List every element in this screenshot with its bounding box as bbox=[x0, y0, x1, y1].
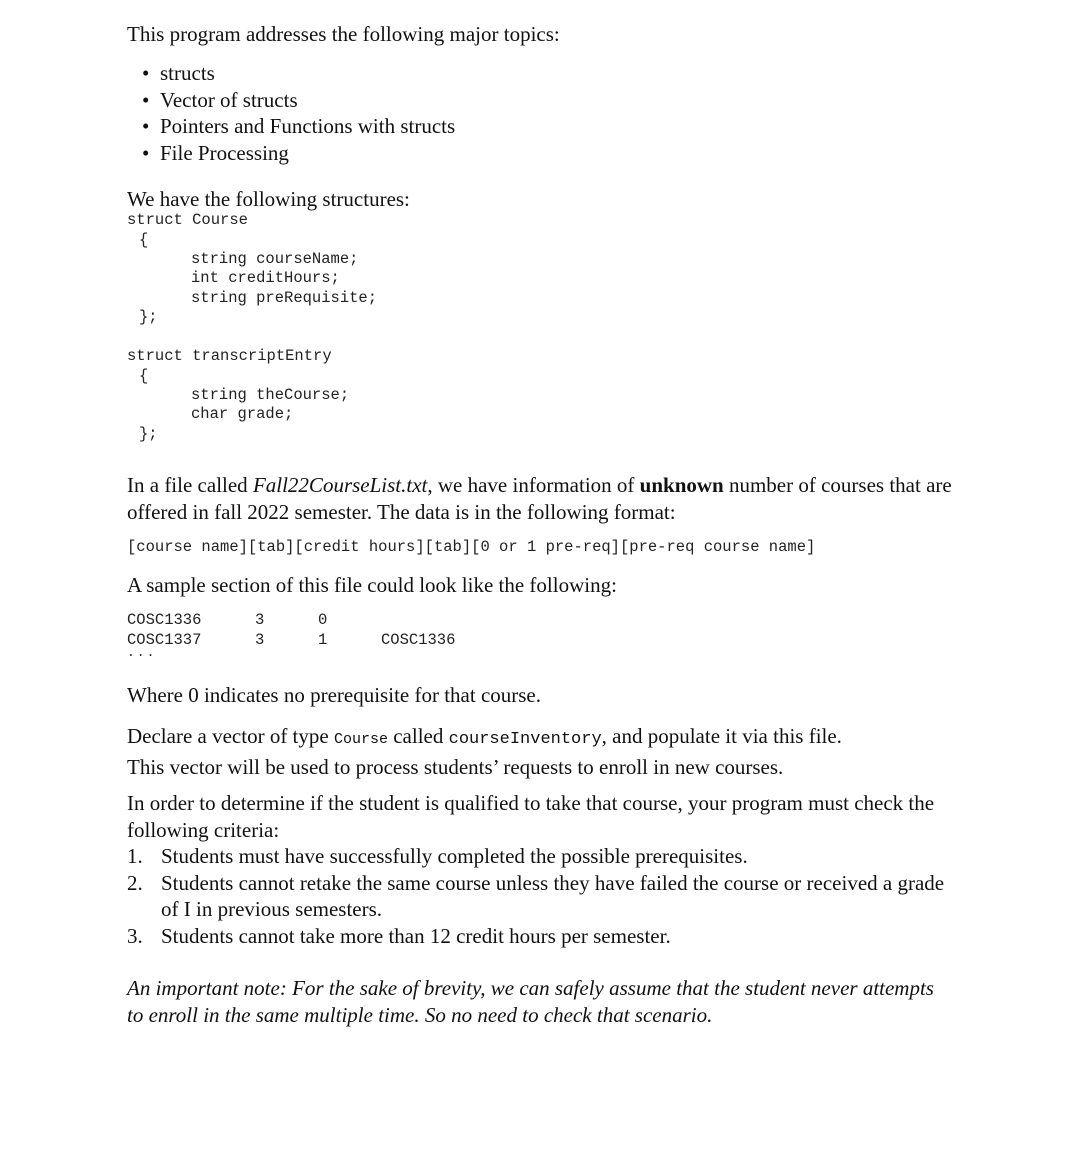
sample-intro: A sample section of this file could look like the following: bbox=[127, 573, 617, 597]
code-field: string courseName; bbox=[191, 250, 359, 268]
code-field: char grade; bbox=[191, 405, 294, 423]
code-transcript-decl: struct transcriptEntry bbox=[127, 347, 332, 365]
filename: Fall22CourseList.txt bbox=[252, 473, 428, 497]
code-course-decl: struct Course bbox=[127, 211, 248, 229]
emphasis-unknown: unknown bbox=[639, 473, 724, 497]
criteria-text: Students cannot retake the same course unless they have failed the course or received a grade of I in previous semesters. bbox=[161, 870, 945, 921]
topics-list bbox=[127, 60, 455, 166]
criteria-number: 2. bbox=[127, 870, 143, 895]
sample-cell: 1 bbox=[318, 631, 328, 649]
vector-paragraph bbox=[127, 723, 967, 780]
sample-cell: COSC1336 bbox=[127, 611, 202, 629]
criteria-number: 1. bbox=[127, 844, 143, 868]
file-para-prefix: In a file called bbox=[127, 473, 253, 497]
code-field: string preRequisite; bbox=[191, 289, 378, 307]
topic-item: • Vector of structs bbox=[127, 87, 455, 114]
intro-text: This program addresses the following major topics: bbox=[127, 22, 560, 46]
vector-text: Declare a vector of type bbox=[127, 724, 334, 748]
file-para-suffix: number of courses that are offered in fall 2022 semester. The data is in the following format: bbox=[127, 473, 952, 524]
code-close-brace: }; bbox=[139, 425, 158, 443]
vector-text: , and populate it via this file. bbox=[601, 724, 842, 748]
sample-cell: 0 bbox=[318, 611, 328, 629]
vector-text: called bbox=[387, 724, 449, 748]
code-open-brace: { bbox=[139, 231, 149, 249]
code-field: string theCourse; bbox=[191, 386, 350, 404]
sample-ellipsis: ... bbox=[127, 645, 157, 660]
important-note: An important note: For the sake of brevity, we can safely assume that the student never attempts to enroll in the same multiple time. So no need to check that scenario. bbox=[127, 976, 934, 1027]
criteria-item bbox=[127, 870, 957, 923]
sample-cell: COSC1337 bbox=[127, 631, 202, 649]
type-name: Course bbox=[333, 731, 388, 748]
vector-name: courseInventory bbox=[448, 730, 602, 749]
criteria-item bbox=[127, 843, 957, 870]
vector-line-2: This vector will be used to process students’ requests to enroll in new courses. bbox=[127, 754, 784, 779]
criteria-text: Students cannot take more than 12 credit hours per semester. bbox=[161, 923, 671, 948]
topic-item: • File Processing bbox=[127, 140, 455, 167]
topic-item: • Pointers and Functions with structs bbox=[127, 113, 455, 140]
criteria-text: Students must have successfully completed the possible prerequisites. bbox=[161, 844, 748, 868]
file-paragraph bbox=[127, 472, 967, 525]
code-close-brace: }; bbox=[139, 308, 158, 326]
format-line: [course name][tab][credit hours][tab][0 or 1 pre-req][pre-req course name] bbox=[127, 538, 816, 556]
code-field: int creditHours; bbox=[191, 269, 340, 287]
structures-intro: We have the following structures: bbox=[127, 187, 410, 211]
zero-paragraph: Where 0 indicates no prerequisite for that course. bbox=[127, 683, 542, 707]
vector-line-1 bbox=[127, 723, 967, 754]
code-open-brace: { bbox=[139, 367, 149, 385]
sample-cell: 3 bbox=[255, 611, 265, 629]
sample-cell: COSC1336 bbox=[381, 631, 456, 649]
sample-cell: 3 bbox=[255, 631, 265, 649]
file-para-mid: , we have information of bbox=[427, 473, 640, 497]
criteria-intro: In order to determine if the student is qualified to take that course, your program must check the following criteria: bbox=[127, 791, 935, 842]
criteria-list bbox=[127, 843, 957, 949]
topic-item: • structs bbox=[127, 60, 455, 87]
criteria-item bbox=[127, 923, 957, 950]
criteria-number: 3. bbox=[127, 923, 143, 948]
